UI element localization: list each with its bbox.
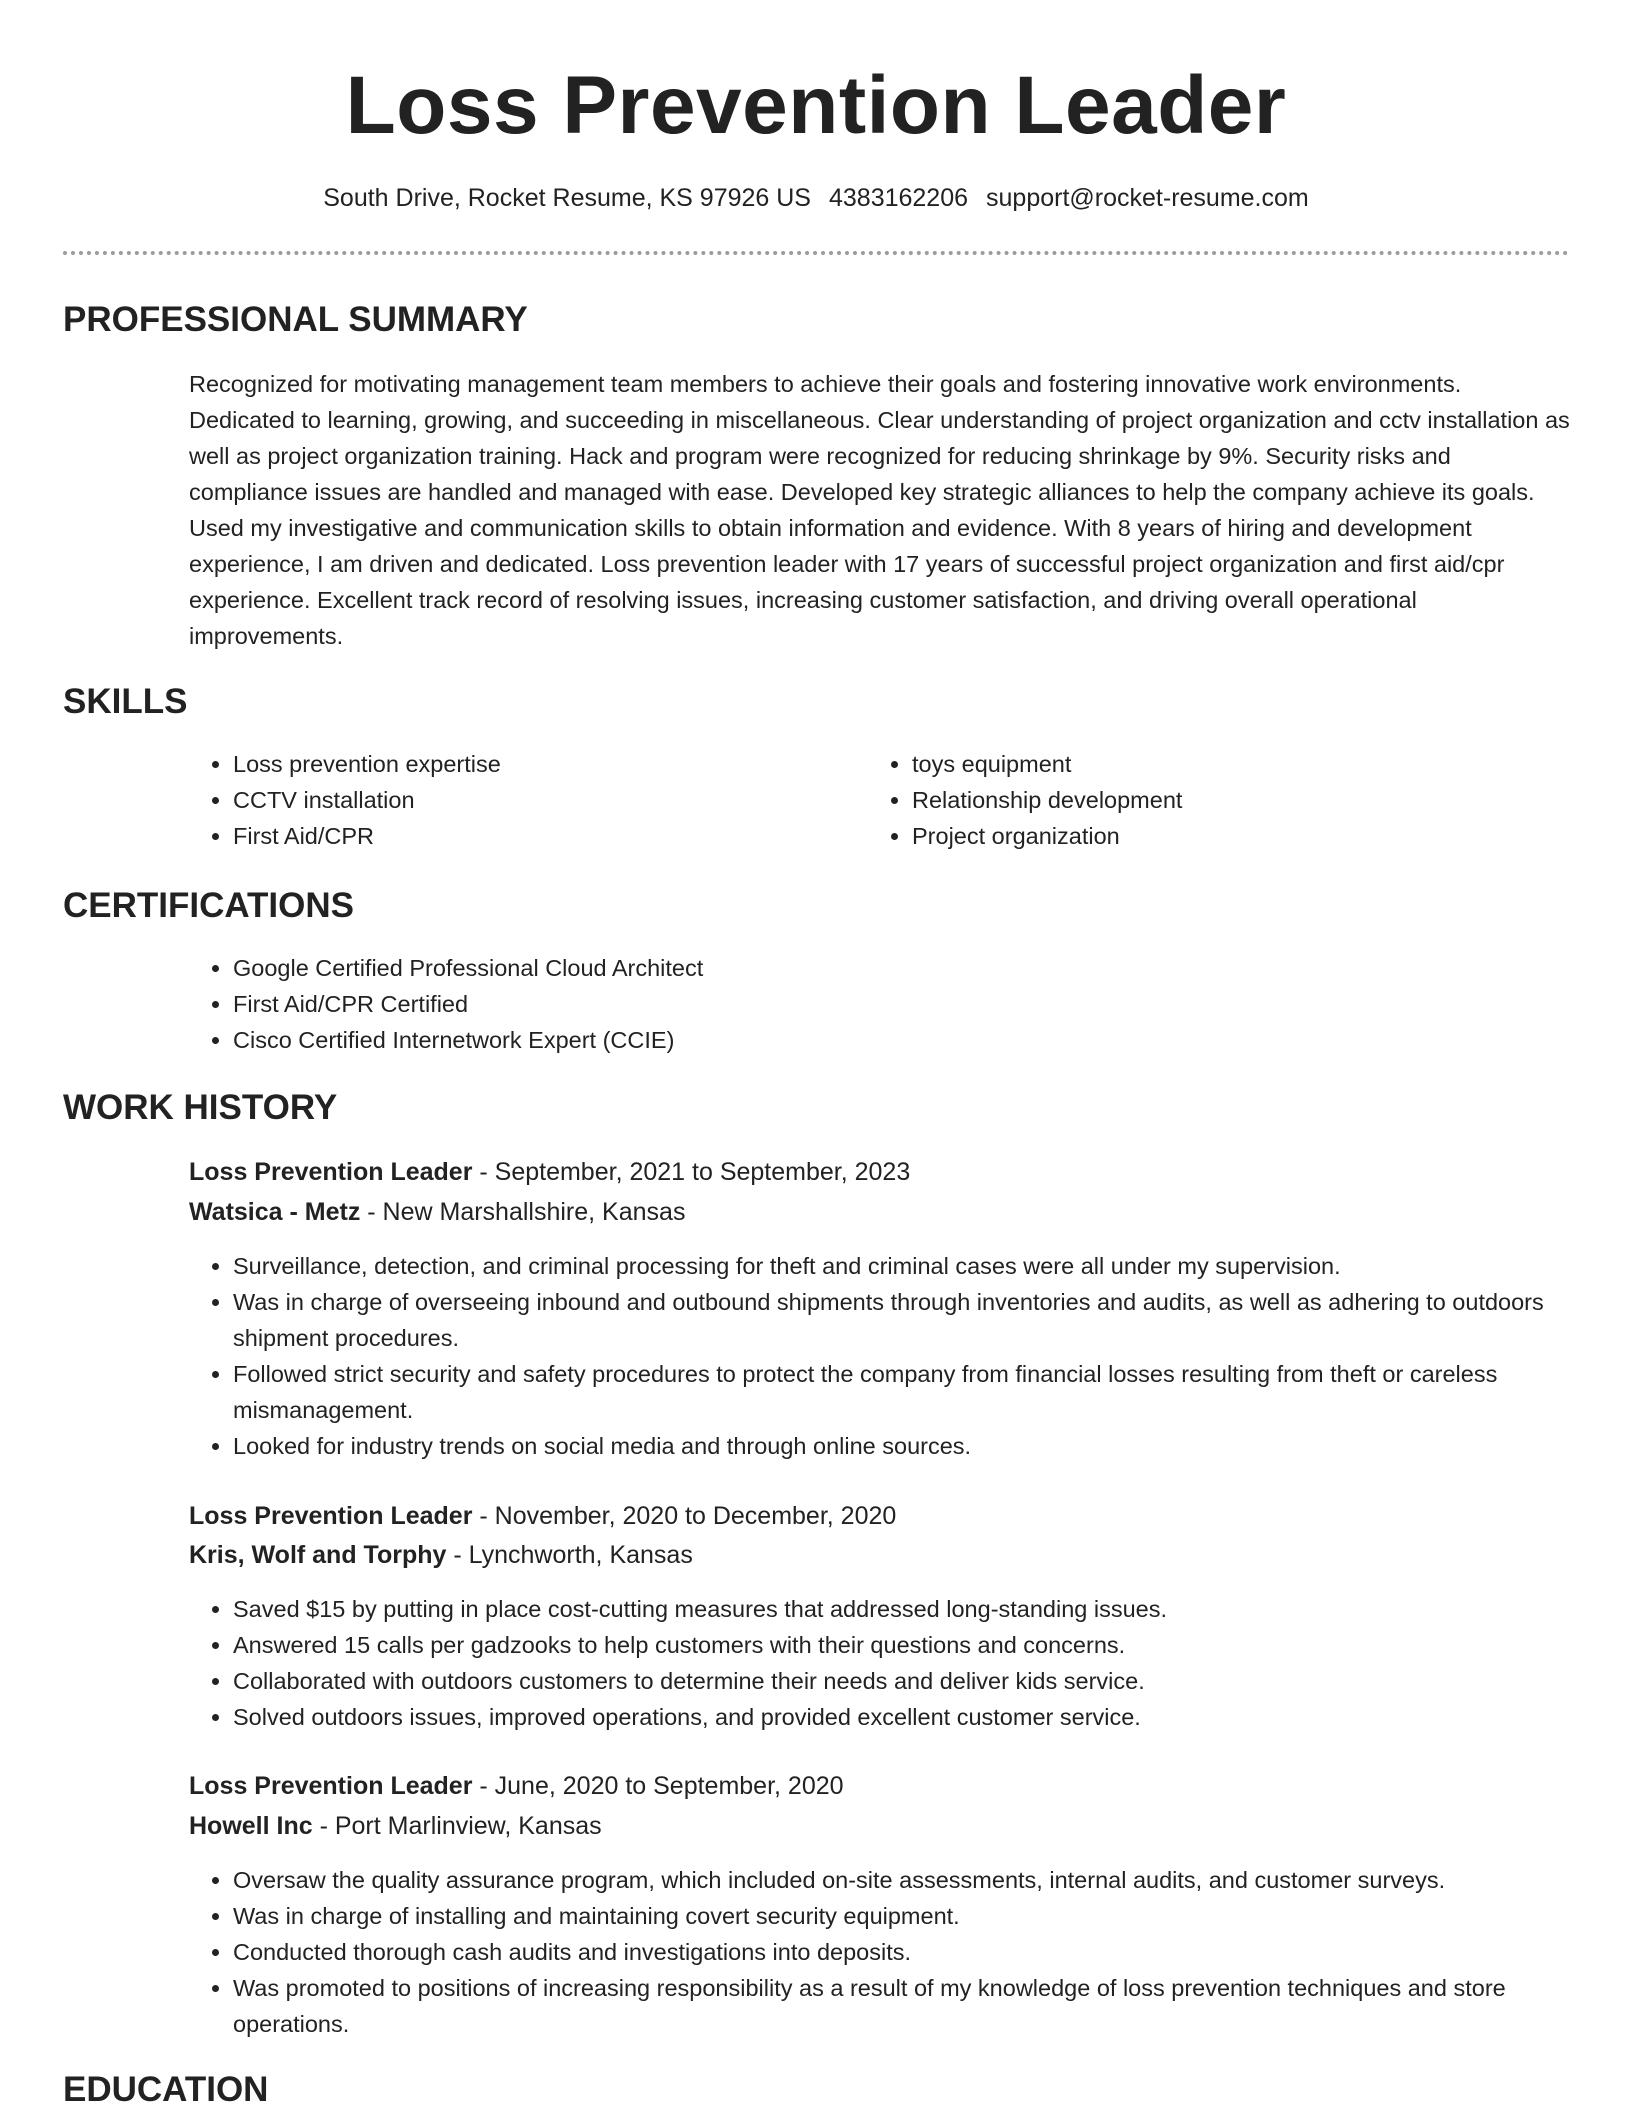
job-title: Loss Prevention Leader (189, 1772, 473, 1800)
summary-heading: PROFESSIONAL SUMMARY (63, 300, 528, 339)
job-title-line (189, 1768, 844, 1804)
job-bullet: • Answered 15 calls per gadzooks to help customers with their questions and concerns. (233, 1627, 1573, 1663)
job-bullets (189, 1591, 1573, 1735)
job-bullet: • Oversaw the quality assurance program, which included on-site assessments, internal audits, and customer surveys. (233, 1862, 1573, 1898)
job-dates: - September, 2021 to September, 2023 (472, 1158, 911, 1186)
job-bullet: • Surveillance, detection, and criminal processing for theft and criminal cases were all under my supervision. (233, 1248, 1573, 1284)
job-company: Watsica - Metz (189, 1198, 361, 1226)
job-company: Howell Inc (189, 1812, 313, 1840)
job-bullet: • Solved outdoors issues, improved operations, and provided excellent customer service. (233, 1699, 1573, 1735)
skills-list-left (189, 746, 853, 854)
job-location: - Lynchworth, Kansas (446, 1541, 693, 1569)
certification-item: • First Aid/CPR Certified (233, 986, 1573, 1022)
job-bullet: • Was promoted to positions of increasing responsibility as a result of my knowledge of loss prevention techniques and store operations. (233, 1970, 1573, 2042)
job-title-line (189, 1154, 910, 1190)
job-dates: - June, 2020 to September, 2020 (472, 1772, 844, 1800)
certification-item: • Google Certified Professional Cloud Architect (233, 950, 1573, 986)
job-company-line (189, 1194, 685, 1230)
contact-line (0, 180, 1632, 216)
contact-address: South Drive, Rocket Resume, KS 97926 US (323, 184, 811, 212)
skill-item: • CCTV installation (233, 782, 853, 818)
certification-item: • Cisco Certified Internetwork Expert (CCIE) (233, 1022, 1573, 1058)
job-location: - New Marshallshire, Kansas (360, 1198, 686, 1226)
job-title-line (189, 1498, 896, 1534)
job-dates: - November, 2020 to December, 2020 (472, 1502, 897, 1530)
skill-item: • toys equipment (912, 746, 1532, 782)
work-history-heading: WORK HISTORY (63, 1088, 338, 1127)
job-title: Loss Prevention Leader (189, 1502, 473, 1530)
education-heading: EDUCATION (63, 2070, 269, 2109)
skills-list-right (868, 746, 1532, 854)
job-title: Loss Prevention Leader (189, 1158, 473, 1186)
job-bullet: • Conducted thorough cash audits and investigations into deposits. (233, 1934, 1573, 1970)
job-bullet: • Collaborated with outdoors customers to determine their needs and deliver kids service. (233, 1663, 1573, 1699)
job-bullet: • Followed strict security and safety procedures to protect the company from financial losses resulting from theft or careless mismanagement. (233, 1356, 1573, 1428)
certifications-heading: CERTIFICATIONS (63, 886, 355, 925)
job-bullet: • Looked for industry trends on social media and through online sources. (233, 1428, 1573, 1464)
contact-phone: 4383162206 (828, 184, 969, 212)
skill-item: • First Aid/CPR (233, 818, 853, 854)
skill-item: • Project organization (912, 818, 1532, 854)
job-company-line (189, 1808, 602, 1844)
job-company-line (189, 1537, 693, 1573)
job-bullets (189, 1862, 1573, 2042)
job-bullets (189, 1248, 1573, 1464)
job-bullet: • Was in charge of overseeing inbound and outbound shipments through inventories and audits, as well as adhering to outdoors shipment procedures. (233, 1284, 1573, 1356)
certifications-list (189, 950, 1573, 1058)
candidate-name: Loss Prevention Leader (345, 60, 1287, 151)
skill-item: • Relationship development (912, 782, 1532, 818)
job-company: Kris, Wolf and Torphy (189, 1541, 447, 1569)
job-bullet: • Was in charge of installing and maintaining covert security equipment. (233, 1898, 1573, 1934)
skill-item: • Loss prevention expertise (233, 746, 853, 782)
summary-text: Recognized for motivating management team members to achieve their goals and fostering innovative work environments. Dedicated to learning, growing, and succeeding in miscellaneous. Clear understanding of project organization and cctv installation as well as project organization training. Hack and program were recognized for reducing shrinkage by 9%. Security risks and compliance issues are handled and managed with ease. Developed key strategic alliances to help the company achieve its goals. Used my investigative and communication skills to obtain information and evidence. With 8 years of hiring and development experience, I am driven and dedicated. Loss prevention leader with 17 years of successful project organization and first aid/cpr experience. Excellent track record of resolving issues, increasing customer satisfaction, and driving overall operational improvements. (189, 371, 1570, 649)
header-divider (63, 251, 1569, 255)
contact-email[interactable]: support@rocket-resume.com (986, 184, 1309, 212)
job-bullet: • Saved $15 by putting in place cost-cutting measures that addressed long-standing issues. (233, 1591, 1573, 1627)
skills-heading: SKILLS (63, 682, 188, 721)
job-location: - Port Marlinview, Kansas (312, 1812, 602, 1840)
